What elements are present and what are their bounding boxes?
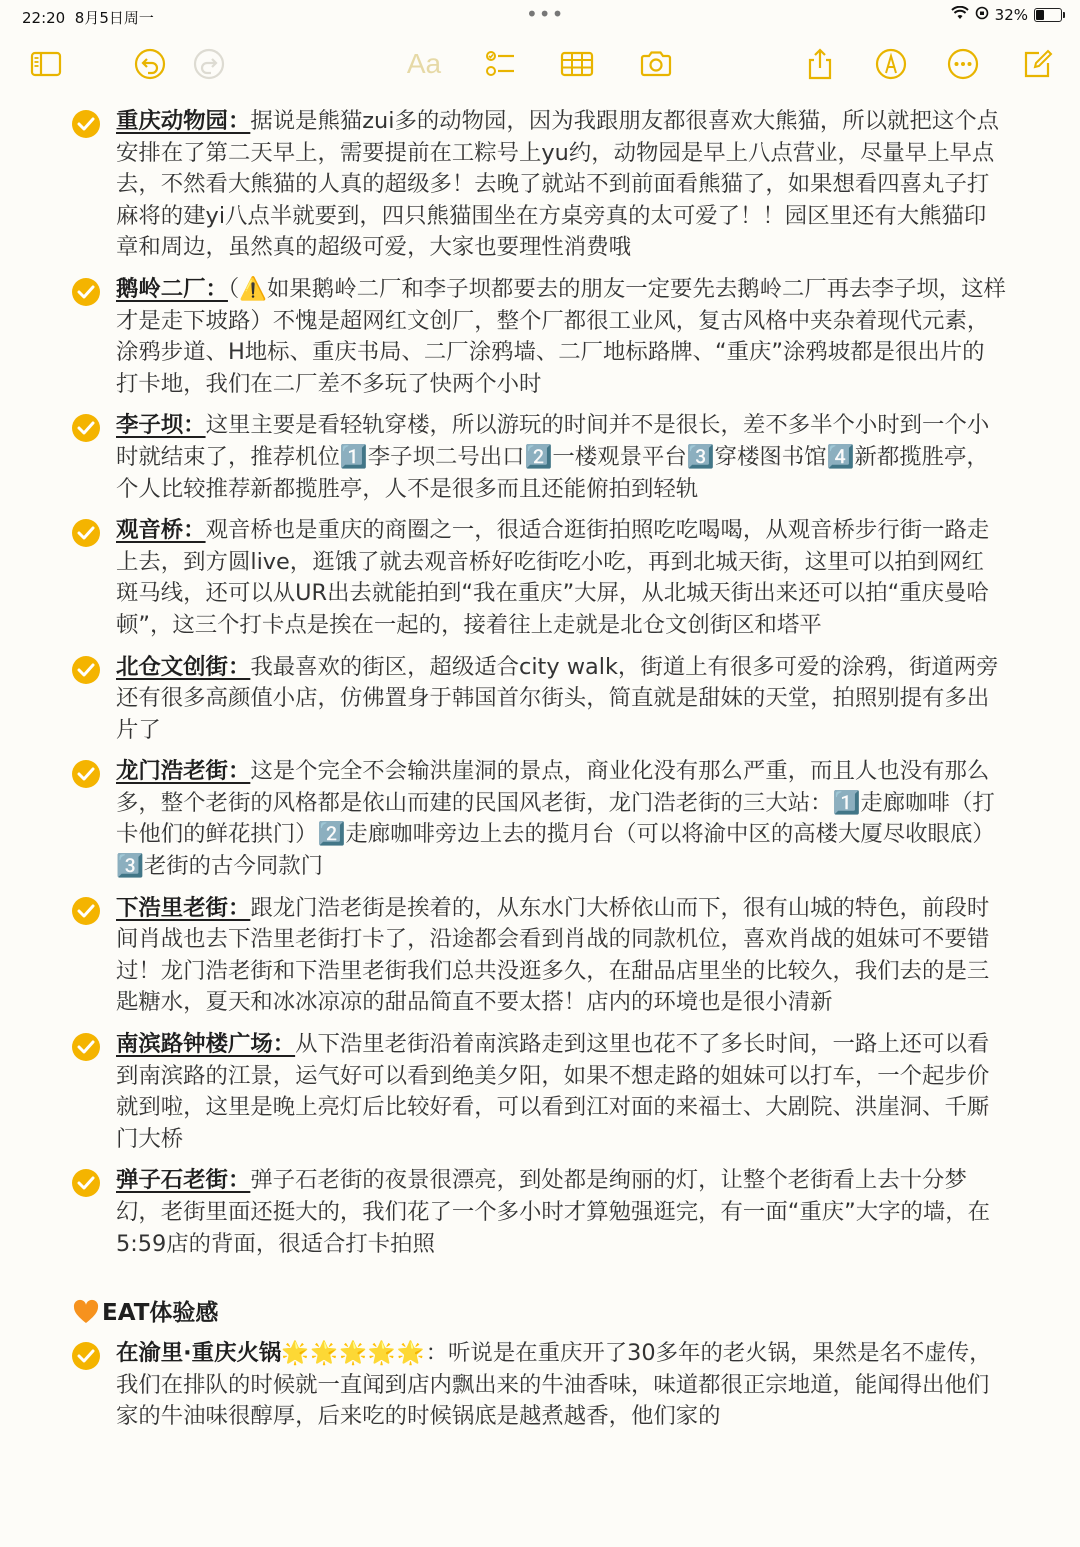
status-time: 22:20 8月5日周一 xyxy=(22,9,154,27)
item-title: 龙门浩老街： xyxy=(116,758,251,785)
checkmark-icon[interactable] xyxy=(72,110,100,138)
eat-checklist xyxy=(0,1338,1080,1433)
checkmark-icon[interactable] xyxy=(72,1342,100,1370)
note-body[interactable] xyxy=(0,106,1080,1443)
checklist-icon[interactable] xyxy=(476,40,524,88)
checklist-item[interactable] xyxy=(0,515,1006,641)
item-title: 重庆动物园： xyxy=(116,108,251,134)
checklist-item[interactable] xyxy=(0,652,1006,747)
item-body: ：听说是在重庆开了30多年的老火锅，果然是名不虚传，我们在排队的时候就一直闻到店内飘出来的牛油香味，味道都很正宗地道，能闻得出他们家的牛油味很醇厚，后来吃的时候锅底是越煮越香，他们家的 xyxy=(116,1340,992,1430)
format-text-icon[interactable]: Aa xyxy=(406,48,442,79)
item-title: 北仓文创街： xyxy=(116,653,251,680)
checklist-item[interactable] xyxy=(0,106,1006,264)
item-title: 在渝里·重庆火锅 xyxy=(116,1340,282,1367)
checkmark-icon[interactable] xyxy=(72,414,100,442)
checkmark-icon[interactable] xyxy=(72,897,100,925)
table-icon[interactable] xyxy=(553,40,601,88)
compose-icon[interactable] xyxy=(1013,40,1061,88)
item-body: 从下浩里老街沿着南滨路走到这里也花不了多长时间，一路上还可以看到南滨路的江景，运气好可以看到绝美夕阳，如果不想走路的姐妹可以打车，一个起步价就到啦，这里是晚上亮灯后比较好看，可以看到江对面的来福士、大剧院、洪崖洞、千厮门大桥 xyxy=(116,1031,990,1152)
battery-icon xyxy=(1034,8,1062,22)
share-icon[interactable] xyxy=(796,40,844,88)
item-body: （⚠️如果鹅岭二厂和李子坝都要去的朋友一定要先去鹅岭二厂再去李子坝，这样才是走下坡路）不愧是超网红文创厂，整个厂都很工业风，复古风格中夹杂着现代元素，涂鸦步道、H地标、重庆书局、二厂涂鸦墙、二厂地标路牌、“重庆”涂鸦坡都是很出片的打卡地，我们在二厂差不多玩了快两个小时 xyxy=(116,275,1006,397)
redo-icon[interactable] xyxy=(185,40,233,88)
item-body: 这里主要是看轻轨穿楼，所以游玩的时间并不是很长，差不多半个小时到一个小时就结束了，推荐机位1️⃣李子坝二号出口2️⃣一楼观景平台3️⃣穿楼图书馆4️⃣新都揽胜亭，个人比较推荐新都揽胜亭，人不是很多而且还能俯拍到轻轨 xyxy=(116,412,990,502)
item-title: 鹅岭二厂： xyxy=(116,275,228,302)
markup-icon[interactable] xyxy=(867,40,915,88)
checkmark-icon[interactable] xyxy=(72,1169,100,1197)
item-title: 下浩里老街： xyxy=(116,894,251,921)
camera-icon[interactable] xyxy=(632,40,680,88)
more-icon[interactable] xyxy=(939,40,987,88)
eat-item[interactable] xyxy=(0,1338,1006,1433)
status-bar xyxy=(0,0,1080,34)
checkmark-icon[interactable] xyxy=(72,1033,100,1061)
checklist-item[interactable] xyxy=(0,1029,1006,1155)
item-body: 我最喜欢的街区，超级适合city walk，街道上有很多可爱的涂鸦，街道两旁还有很多高颜值小店，仿佛置身于韩国首尔街头，简直就是甜妹的天堂，拍照别提有多出片了 xyxy=(116,653,999,743)
multitasking-dots[interactable]: ••• xyxy=(526,2,565,26)
checklist-item[interactable] xyxy=(0,893,1006,1019)
checklist-item[interactable] xyxy=(0,274,1006,400)
checkmark-icon[interactable] xyxy=(72,519,100,547)
notes-toolbar xyxy=(0,40,1080,90)
checkmark-icon[interactable] xyxy=(72,656,100,684)
item-body: 弹子石老街的夜景很漂亮，到处都是绚丽的灯，让整个老街看上去十分梦幻，老街里面还挺大的，我们花了一个多小时才算勉强逛完，有一面“重庆”大字的墙，在5:59店的背面，很适合打卡拍照 xyxy=(116,1167,991,1257)
wifi-icon xyxy=(951,6,969,24)
checkmark-icon[interactable] xyxy=(72,760,100,788)
item-body: 据说是熊猫zui多的动物园，因为我跟朋友都很喜欢大熊猫，所以就把这个点安排在了第二天早上，需要提前在工粽号上yu约，动物园是早上八点营业，尽量早上早点去，不然看大熊猫的人真的超级多！去晚了就站不到前面看熊猫了，如果想看四喜丸子打麻将的建yi八点半就要到，四只熊猫围坐在方桌旁真的太可爱了！！园区里还有大熊猫印章和周边，虽然真的超级可爱，大家也要理性消费哦 xyxy=(116,108,1000,261)
sidebar-icon[interactable] xyxy=(22,40,70,88)
status-right xyxy=(951,6,1062,24)
status-date: 8月5日周一 xyxy=(74,9,154,27)
item-body: 这是个完全不会输洪崖洞的景点，商业化没有那么严重，而且人也没有那么多，整个老街的风格都是依山而建的民国风老街，龙门浩老街的三大站：1️⃣走廊咖啡（打卡他们的鲜花拱门）2️⃣走廊咖啡旁边上去的揽月台（可以将渝中区的高楼大厦尽收眼底）3️⃣老街的古今同款门 xyxy=(116,758,995,880)
item-title: 南滨路钟楼广场： xyxy=(116,1031,296,1058)
item-body: 跟龙门浩老街是挨着的，从东水门大桥依山而下，很有山城的特色，前段时间肖战也去下浩里老街打卡了，沿途都会看到肖战的同款机位，喜欢肖战的姐妹可不要错过！龙门浩老街和下浩里老街我们总共没逛多久，在甜品店里坐的比较久，我们去的是三匙糖水，夏天和冰冰凉凉的甜品简直不要太搭！店内的环境也是很小清新 xyxy=(116,894,990,1016)
checklist xyxy=(0,106,1080,1260)
star-rating: 🌟🌟🌟🌟🌟 xyxy=(281,1340,426,1367)
eat-section-heading: EAT体验感 xyxy=(0,1296,1080,1330)
orientation-lock-icon xyxy=(975,6,989,24)
undo-icon[interactable] xyxy=(126,40,174,88)
checklist-item[interactable] xyxy=(0,756,1006,882)
checklist-item[interactable] xyxy=(0,1165,1006,1260)
item-body: 观音桥也是重庆的商圈之一，很适合逛街拍照吃吃喝喝，从观音桥步行街一路走上去，到方圆live，逛饿了就去观音桥好吃街吃小吃，再到北城天街，这里可以拍到网红斑马线，还可以从UR出去就能拍到“我在重庆”大屏，从北城天街出来还可以拍“重庆曼哈顿”，这三个打卡点是挨在一起的，接着往上走就是北仓文创街区和塔平 xyxy=(116,517,990,638)
checkmark-icon[interactable] xyxy=(72,278,100,306)
item-title: 李子坝： xyxy=(116,412,206,439)
orange-heart-icon xyxy=(72,1298,100,1326)
item-title: 观音桥： xyxy=(116,517,206,544)
battery-percent: 32% xyxy=(994,6,1028,24)
checklist-item[interactable] xyxy=(0,410,1006,505)
item-title: 弹子石老街： xyxy=(116,1167,251,1194)
